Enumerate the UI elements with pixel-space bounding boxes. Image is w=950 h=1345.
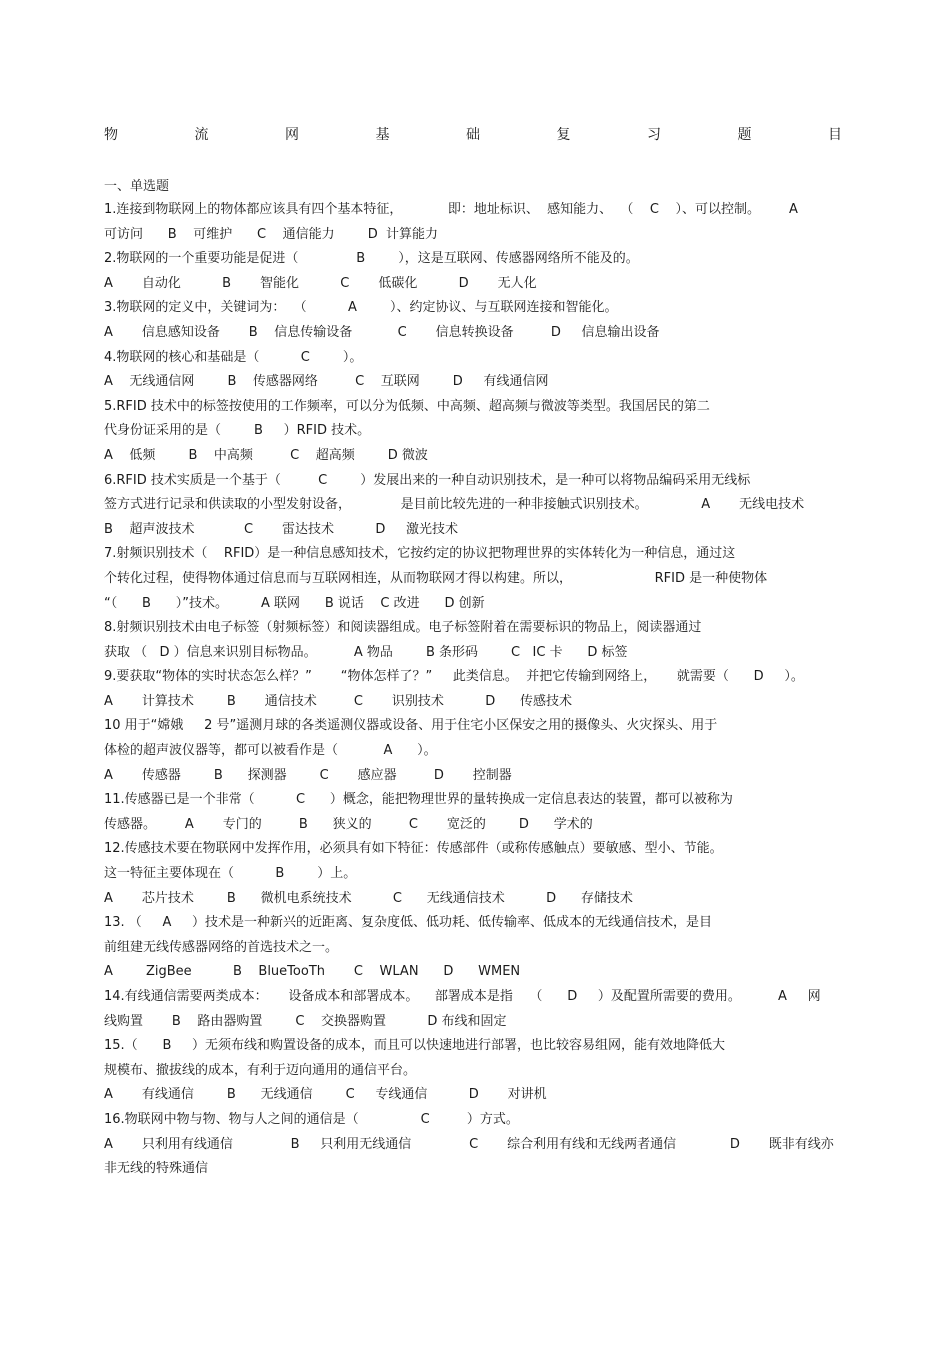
text-line: 2.物联网的一个重要功能是促进（ B ），这是互联网、传感器网络所不能及的。 — [104, 251, 639, 267]
text-line: A 无线通信网 B 传感器网络 C 互联网 D 有线通信网 — [104, 374, 549, 390]
text-line: A 有线通信 B 无线通信 C 专线通信 D 对讲机 — [104, 1087, 547, 1103]
text-line: 这一特征主要体现在（ B ）上。 — [104, 866, 357, 882]
text-line: 可访问 B 可维护 C 通信能力 D 计算能力 — [104, 226, 438, 242]
title-char: 网 — [285, 127, 299, 143]
text-line: 非无线的特殊通信 — [104, 1161, 209, 1177]
text-line: 线购置 B 路由器购置 C 交换器购置 D 布线和固定 — [104, 1013, 507, 1029]
text-line: 前组建无线传感器网络的首选技术之一。 — [104, 939, 339, 955]
text-line: A 低频 B 中高频 C 超高频 D 微波 — [104, 447, 428, 463]
text-line: 13. （ A ）技术是一种新兴的近距离、复杂度低、低功耗、低传输率、低成本的无线通信技术，是目 — [104, 915, 713, 931]
text-line: “（ B ）”技术。 A 联网 B 说话 C 改进 D 创新 — [104, 595, 485, 611]
text-line: 传感器。 A 专门的 B 狭义的 C 宽泛的 D 学术的 — [104, 816, 593, 832]
text-line: 11.传感器已是一个非常（ C ）概念，能把物理世界的量转换成一定信息表达的装置，都可以被称为 — [104, 792, 733, 808]
page-title — [104, 124, 842, 146]
question-list — [104, 176, 844, 1182]
title-char: 目 — [828, 127, 842, 143]
text-line: 个转化过程，使得物体通过信息而与互联网相连，从而物联网才得以构建。所以， RFID 是一种使物体 — [104, 570, 768, 586]
title-char: 题 — [737, 127, 752, 143]
text-line: A ZigBee B BlueTooTh C WLAN D WMEN — [104, 964, 521, 980]
text-line: 获取 （ D ）信息来识别目标物品。 A 物品 B 条形码 C IC 卡 D 标签 — [104, 644, 628, 660]
text-line: 10 用于“嫦娥 2 号”遥测月球的各类遥测仪器或设备、用于住宅小区保安之用的摄像头、火灾探头、用于 — [104, 718, 718, 734]
text-line: 12.传感技术要在物联网中发挥作用，必须具有如下特征：传感部件（或称传感触点）要敏感、型小、节能。 — [104, 841, 723, 857]
title-char: 流 — [194, 127, 209, 143]
section-heading: 一、单选题 — [104, 179, 170, 194]
text-line: A 信息感知设备 B 信息传输设备 C 信息转换设备 D 信息输出设备 — [104, 324, 660, 340]
text-line: 3.物联网的定义中，关键词为： （ A ）、约定协议、与互联网连接和智能化。 — [104, 300, 618, 316]
text-line: 9.要获取“物体的实时状态怎么样？” “物体怎样了？” 此类信息。 并把它传输到网络上， 就需要（ D ）。 — [104, 669, 804, 685]
text-line: 6.RFID 技术实质是一个基于（ C ）发展出来的一种自动识别技术，是一种可以将物品编码采用无线标 — [104, 472, 751, 488]
text-line: 签方式进行记录和供读取的小型发射设备， 是目前比较先进的一种非接触式识别技术。 A 无线电技术 — [104, 497, 805, 513]
text-line: 8.射频识别技术由电子标签（射频标签）和阅读器组成。电子标签附着在需要标识的物品上，阅读器通过 — [104, 620, 702, 636]
text-line: B 超声波技术 C 雷达技术 D 激光技术 — [104, 521, 459, 537]
title-char: 基 — [375, 127, 390, 143]
text-line: A 只利用有线通信 B 只利用无线通信 C 综合利用有线和无线两者通信 D 既非有线亦 — [104, 1136, 834, 1152]
text-line: 15.（ B ）无须布线和购置设备的成本，而且可以快速地进行部署，也比较容易组网，能有效地降低大 — [104, 1038, 726, 1054]
text-line: A 计算技术 B 通信技术 C 识别技术 D 传感技术 — [104, 693, 573, 709]
text-line: 4.物联网的核心和基础是（ C ）。 — [104, 349, 363, 365]
text-line: A 自动化 B 智能化 C 低碳化 D 无人化 — [104, 275, 537, 291]
text-line: 体检的超声波仪器等，都可以被看作是（ A ）。 — [104, 743, 437, 759]
text-line: 代身份证采用的是（ B ）RFID 技术。 — [104, 423, 371, 439]
text-line: 14.有线通信需要两类成本： 设备成本和部署成本。 部署成本是指 （ D ）及配置所需要的费用。 A 网 — [104, 989, 821, 1004]
text-line: 规模布、撤拔线的成本，有利于迈向通用的通信平台。 — [104, 1062, 417, 1078]
title-char: 础 — [466, 127, 480, 143]
title-char: 物 — [104, 127, 118, 143]
text-line: A 传感器 B 探测器 C 感应器 D 控制器 — [104, 767, 512, 783]
title-char: 复 — [556, 127, 571, 143]
title-char: 习 — [647, 127, 661, 143]
text-line: 16.物联网中物与物、物与人之间的通信是（ C ）方式。 — [104, 1111, 519, 1127]
text-line: 5.RFID 技术中的标签按使用的工作频率，可以分为低频、中高频、超高频与微波等类型。我国居民的第二 — [104, 398, 710, 414]
text-line: 1.连接到物联网上的物体都应该具有四个基本特征， 即：地址标识、 感知能力、 （ C ）、可以控制。 A — [104, 202, 798, 217]
text-line: 7.射频识别技术（ RFID）是一种信息感知技术，它按约定的协议把物理世界的实体转化为一种信息，通过这 — [104, 546, 736, 562]
text-line: A 芯片技术 B 微机电系统技术 C 无线通信技术 D 存储技术 — [104, 890, 633, 906]
